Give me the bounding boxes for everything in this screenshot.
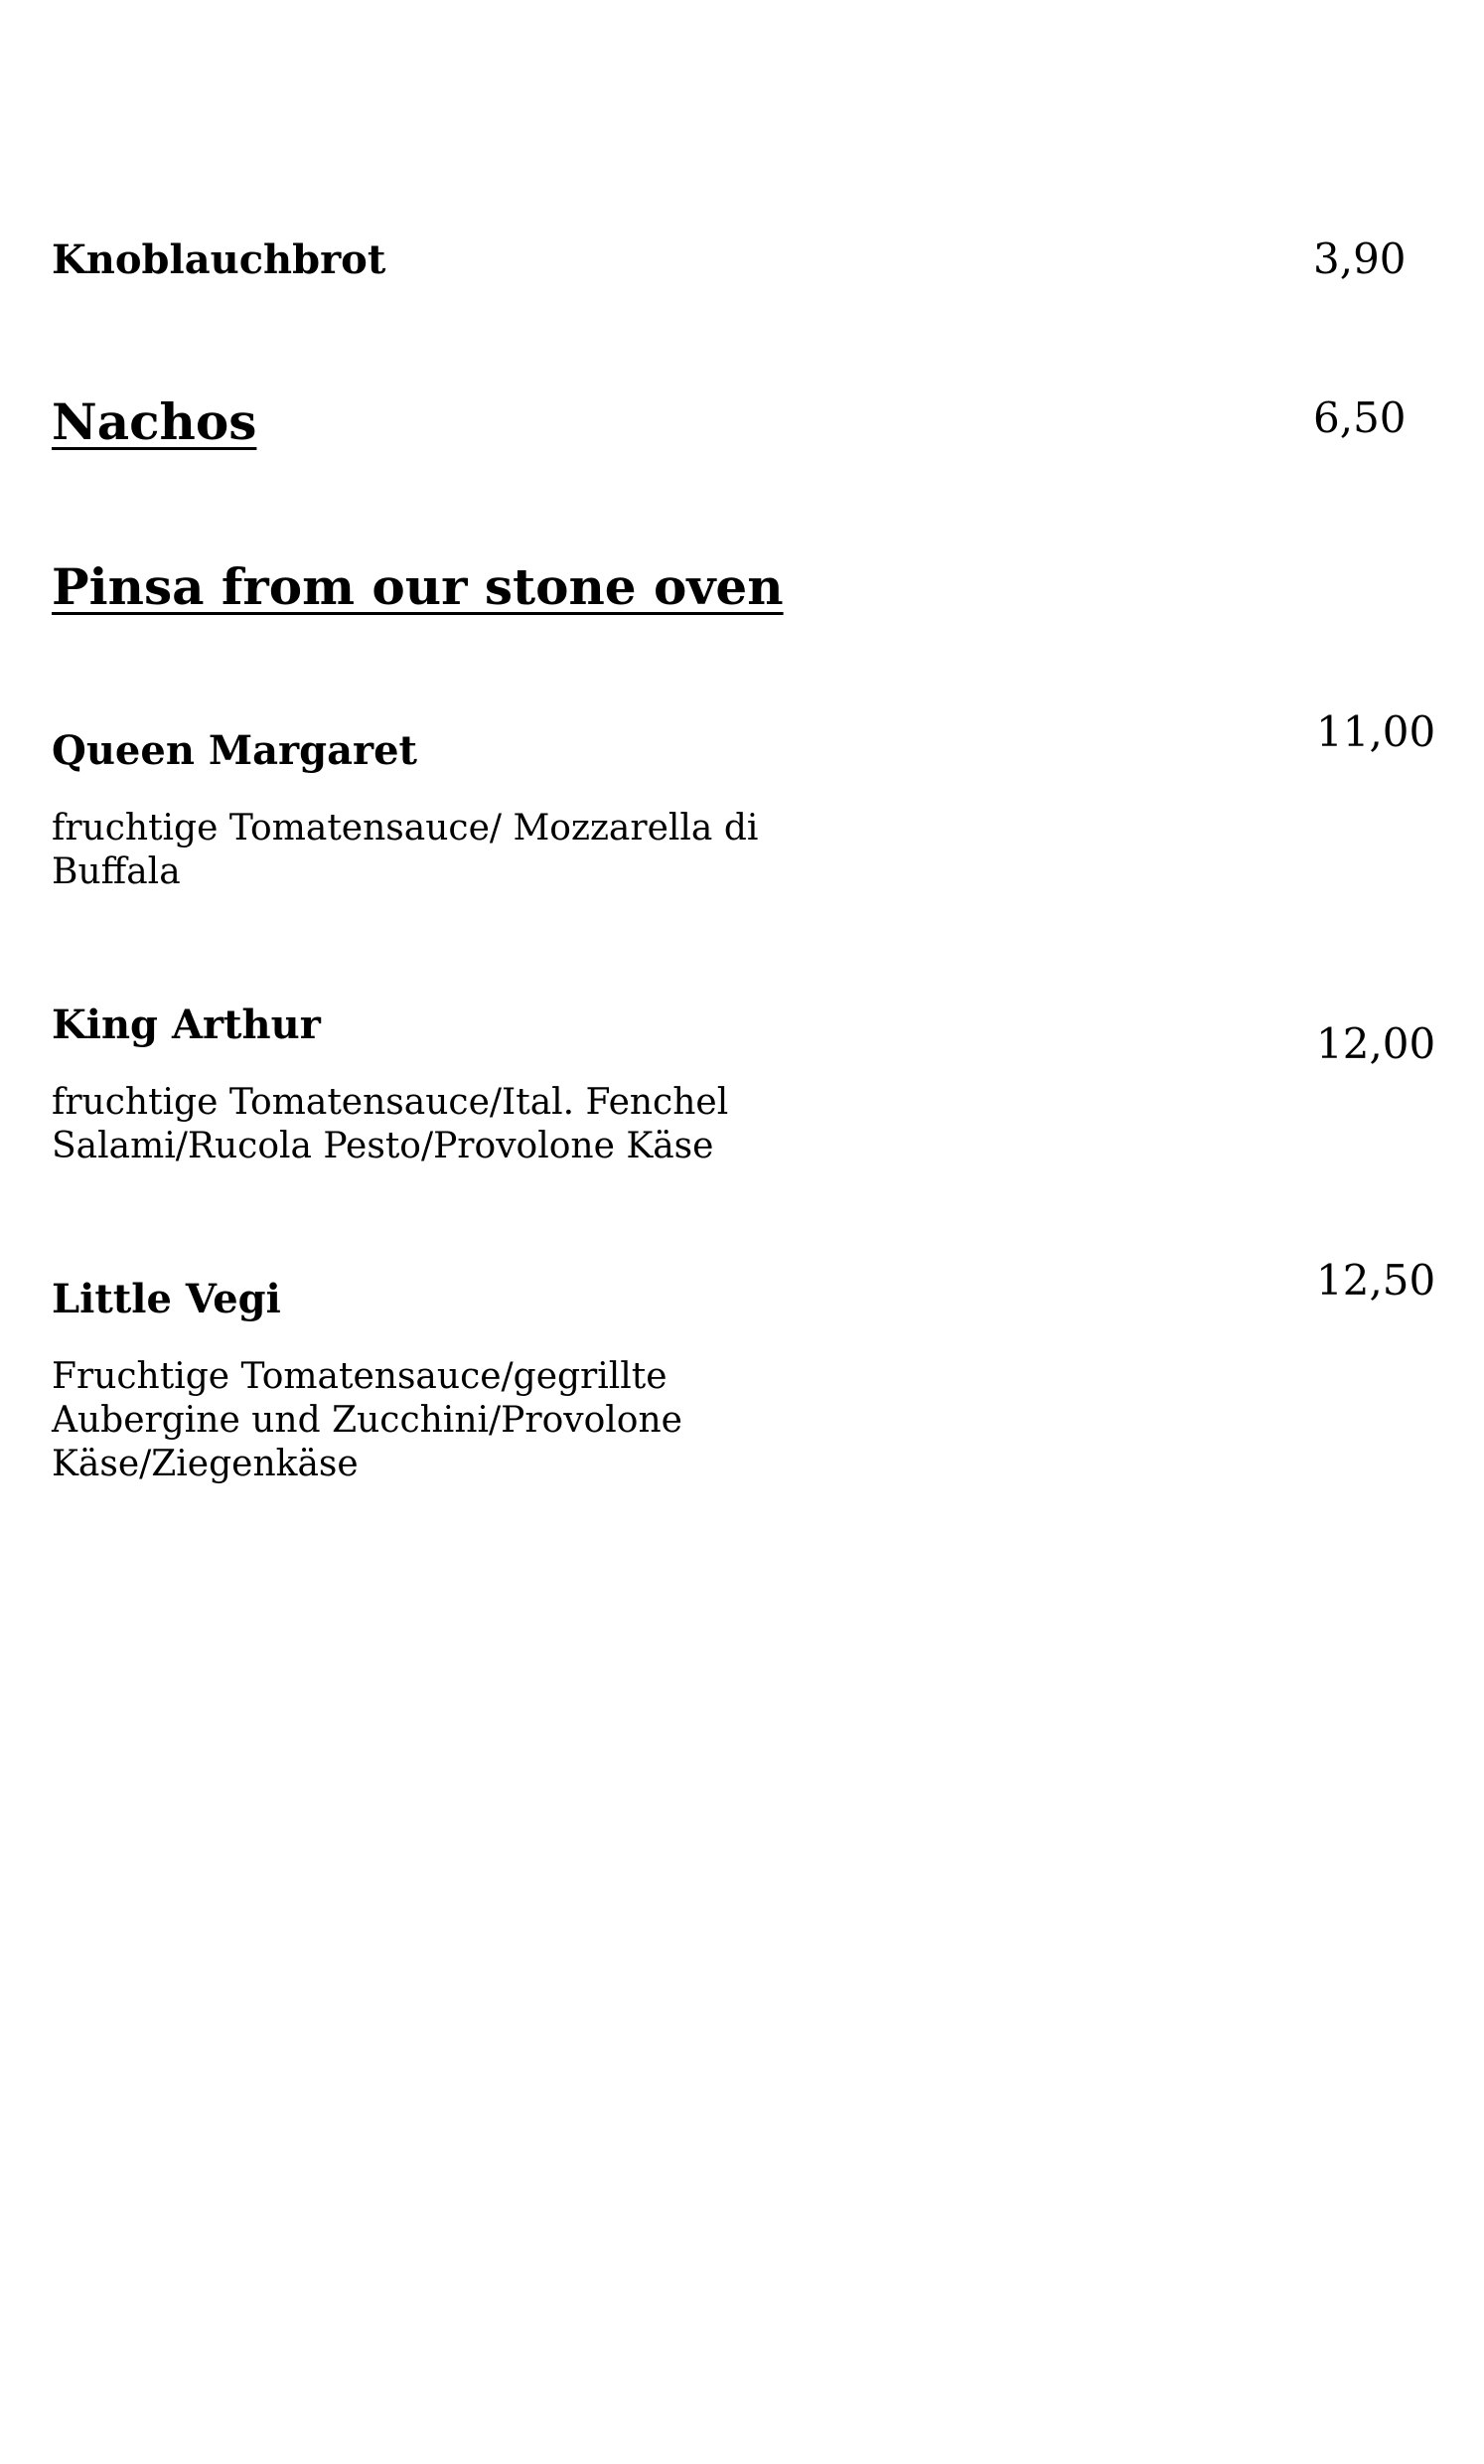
description-line: Aubergine und Zucchini/Provolone [52,1400,682,1441]
pinsa-item-description [52,1081,826,1168]
pinsa-item-description [52,807,826,894]
pinsa-item-description [52,1355,826,1486]
pinsa-item-price: 12,50 [1316,1256,1436,1305]
description-line: Fruchtige Tomatensauce/gegrillte [52,1356,668,1397]
menu-item-price: 3,90 [1313,234,1407,283]
description-line: Käse/Ziegenkäse [52,1444,359,1484]
section-title: Pinsa from our stone oven [52,557,784,616]
pinsa-item-name: Little Vegi [52,1276,281,1322]
pinsa-item-price: 12,00 [1316,1019,1436,1068]
description-line: fruchtige Tomatensauce/ Mozzarella di [52,808,759,848]
menu-item-name: Knoblauchbrot [52,236,386,283]
menu-item-price: 6,50 [1313,393,1407,442]
pinsa-item-name: King Arthur [52,1001,321,1048]
description-line: Buffala [52,851,181,892]
description-line: Salami/Rucola Pesto/Provolone Käse [52,1126,714,1166]
menu-item-name: Nachos [52,392,257,451]
pinsa-item-name: Queen Margaret [52,727,417,774]
description-line: fruchtige Tomatensauce/Ital. Fenchel [52,1082,729,1123]
pinsa-item-price: 11,00 [1316,707,1436,756]
